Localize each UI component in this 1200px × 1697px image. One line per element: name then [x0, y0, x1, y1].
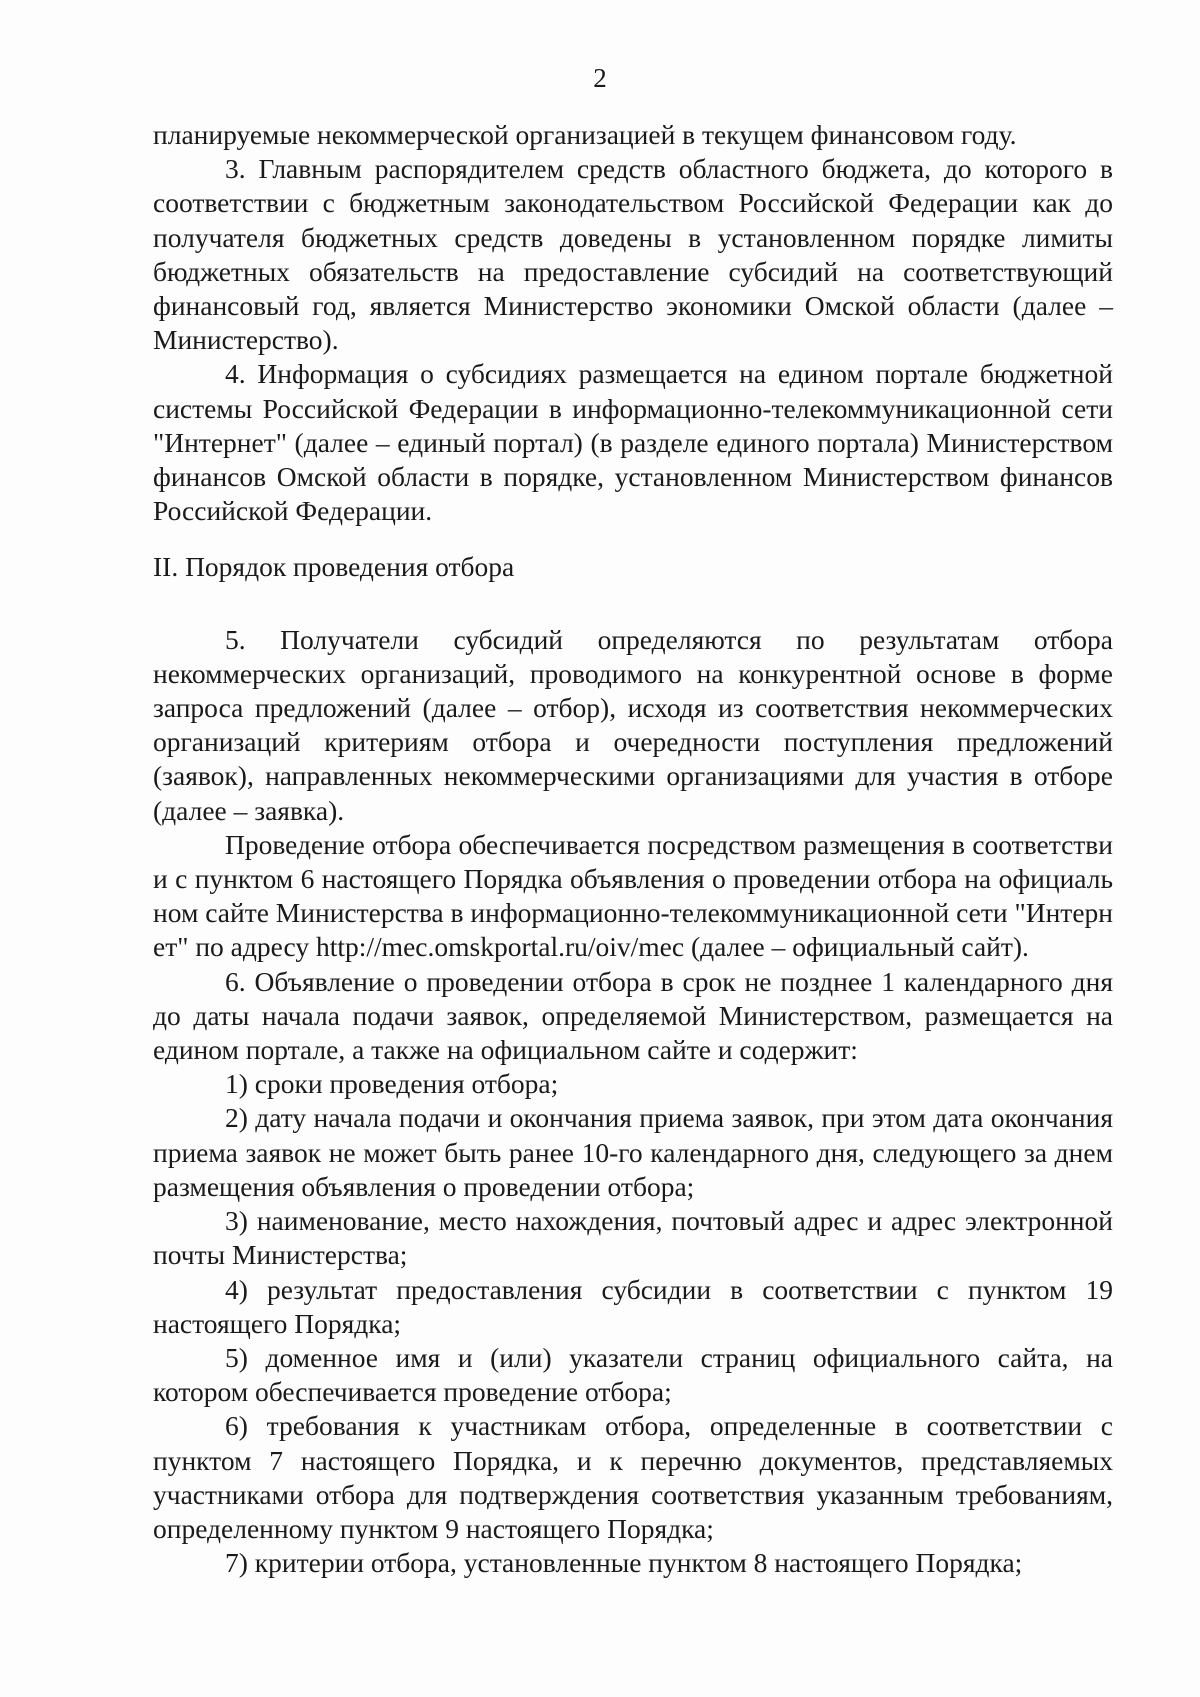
list-item-6-2: 2) дату начала подачи и окончания приема заявок, при этом дата окончания приема заявок не может быть ранее 10-го календарного дня, следующего за днем размещения объявления о проведении отбора;: [153, 1102, 1113, 1202]
list-item-6-6: 6) требования к участникам отбора, определенные в соответствии с пунктом 7 настоящего Порядка, и к перечню документов, представляемых участниками отбора для подтверждения соответствия указанным требованиям, определенному пунктом 9 настоящего Порядка;: [153, 1410, 1113, 1544]
list-item-6-5: 5) доменное имя и (или) указатели страниц официального сайта, на котором обеспечивается проведение отбора;: [153, 1341, 1113, 1408]
page-number: 2: [593, 63, 607, 93]
document-body: [153, 118, 1113, 1580]
list-item-6-1: 1) сроки проведения отбора;: [225, 1068, 559, 1100]
list-item-6-4: 4) результат предоставления субсидии в соответствии с пунктом 19 настоящего Порядка;: [153, 1273, 1113, 1339]
paragraph-5: 5. Получатели субсидий определяются по результатам отбора некоммерческих организаций, проводимого на конкурентной основе в форме запроса предложений (далее – отбор), исходя из соответствия некоммерческих организаций критериям отбора и очередности поступления предложений (заявок), направленных некоммерческими организациями для участия в отборе (далее – заявка).: [153, 623, 1113, 826]
list-item-6-7: 7) критерии отбора, установленные пунктом 8 настоящего Порядка;: [225, 1547, 1023, 1579]
paragraph-continuation: планируемые некоммерческой организацией в текущем финансовом году.: [153, 119, 1017, 150]
paragraph-4: 4. Информация о субсидиях размещается на едином портале бюджетной системы Российской Федерации в информационно-телекоммуникационной сети "Интернет" (далее – единый портал) (в разделе единого портала) Министерством финансов Омской области в порядке, установленном Министерством финансов Российской Федерации.: [153, 358, 1113, 527]
paragraph-6: 6. Объявление о проведении отбора в срок не позднее 1 календарного дня до даты начала подачи заявок, определяемой Министерством, размещается на едином портале, а также на официальном сайте и содержит:: [153, 965, 1113, 1066]
list-item-6-3: 3) наименование, место нахождения, почтовый адрес и адрес электронной почты Министерства;: [153, 1205, 1113, 1271]
section-title: II. Порядок проведения отбора: [153, 551, 515, 583]
paragraph-3: 3. Главным распорядителем средств областного бюджета, до которого в соответствии с бюджетным законодательством Российской Федерации как до получателя бюджетных средств доведены в установленном порядке лимиты бюджетных обязательств на предоставление субсидий на соответствующий финансовый год, является Министерство экономики Омской области (далее – Министерство).: [153, 153, 1113, 356]
paragraph-5-continued: Проведение отбора обеспечивается посредством размещения в соответствии с пунктом 6 настоящего Порядка объявления о проведении отбора на официальном сайте Министерства в информационно-телекоммуникационной сети "Интернет" по адресу http://mec.omskportal.ru/oiv/mec (далее – официальный сайт).: [153, 828, 1113, 963]
